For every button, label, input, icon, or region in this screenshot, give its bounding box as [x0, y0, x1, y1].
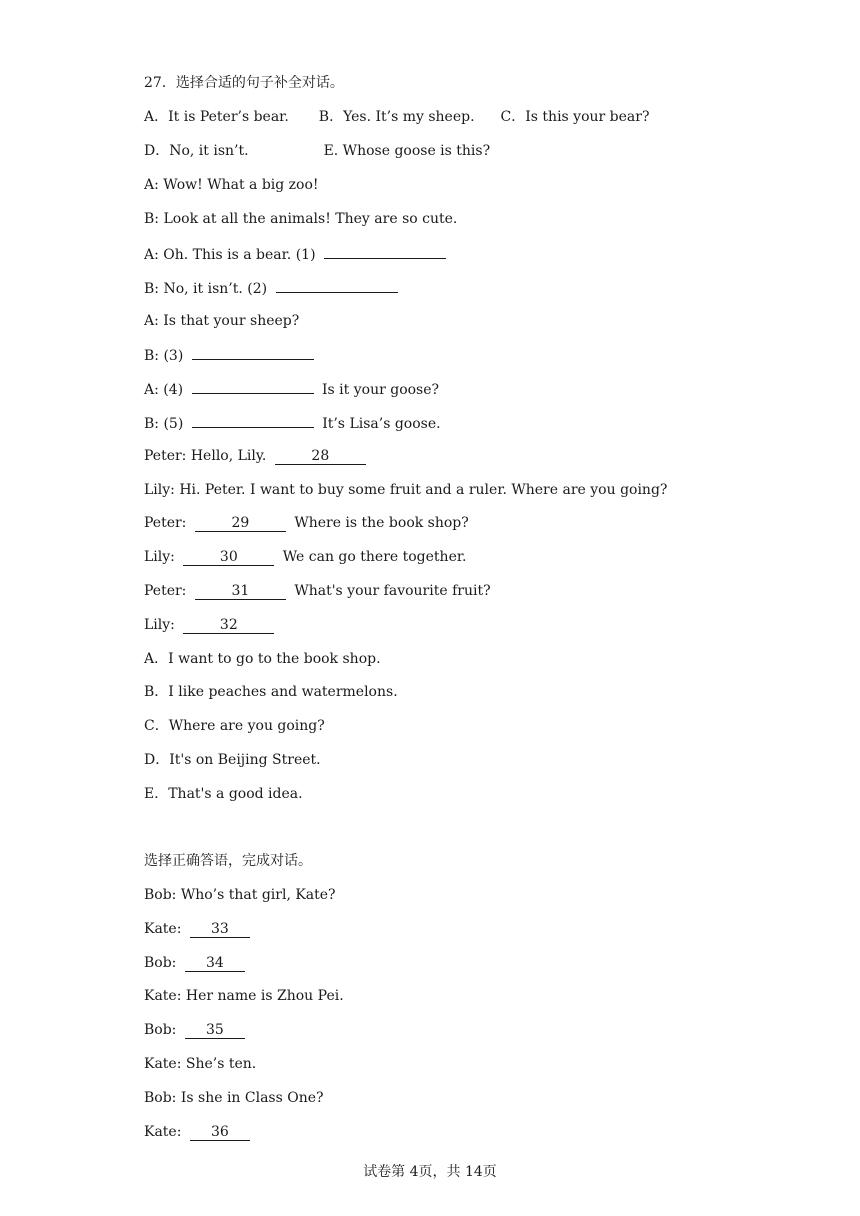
dialogue-line: Lily: Hi. Peter. I want to buy some fruit and a ruler. Where are you going?	[144, 482, 668, 498]
dialogue-suffix: We can go there together.	[282, 549, 467, 565]
dialogue-prefix: Kate:	[144, 1124, 182, 1140]
option-c: C．Is this your bear?	[500, 109, 650, 125]
dialogue-line: Bob: Who’s that girl, Kate?	[144, 887, 336, 903]
dialogue-suffix: Where is the book shop?	[294, 515, 469, 531]
numbered-blank[interactable]: 32	[183, 618, 274, 634]
dialogue-line	[144, 345, 318, 365]
dialogue-line	[144, 514, 469, 532]
numbered-blank[interactable]: 30	[183, 550, 274, 566]
answer-blank-5[interactable]	[192, 413, 314, 428]
dialogue-prefix: B: No, it isn’t. (2)	[144, 281, 268, 297]
page-footer: 试卷第 4页，共 14页	[363, 1164, 497, 1180]
dialogue-line	[144, 954, 249, 972]
dialogue-line	[144, 1021, 249, 1039]
numbered-blank[interactable]: 28	[275, 449, 366, 465]
dialogue-line	[144, 920, 254, 938]
dialogue-prefix: Lily:	[144, 549, 175, 565]
dialogue-prefix: Peter:	[144, 515, 187, 531]
dialogue-suffix: It’s Lisa’s goose.	[322, 416, 441, 432]
option-item: B．I like peaches and watermelons.	[144, 684, 398, 700]
dialogue-suffix: What's your favourite fruit?	[294, 583, 491, 599]
options-row-2	[144, 142, 490, 160]
dialogue-prefix: Peter: Hello, Lily.	[144, 448, 267, 464]
dialogue-line: Kate: She’s ten.	[144, 1056, 257, 1072]
dialogue-line	[144, 616, 278, 634]
numbered-blank[interactable]: 34	[185, 956, 245, 972]
dialogue-line: B: Look at all the animals! They are so cute.	[144, 211, 458, 227]
dialogue-line: Bob: Is she in Class One?	[144, 1090, 324, 1106]
dialogue-prefix: A: Oh. This is a bear. (1)	[144, 247, 316, 263]
dialogue-line	[144, 413, 441, 433]
dialogue-line	[144, 582, 491, 600]
dialogue-line	[144, 548, 466, 566]
dialogue-prefix: Kate:	[144, 921, 182, 937]
numbered-blank[interactable]: 31	[195, 584, 286, 600]
options-row-1	[144, 108, 649, 126]
dialogue-prefix: A: (4)	[144, 382, 184, 398]
option-item: E．That's a good idea.	[144, 786, 303, 802]
dialogue-line	[144, 447, 370, 465]
numbered-blank[interactable]: 36	[190, 1125, 250, 1141]
answer-blank-3[interactable]	[192, 345, 314, 360]
dialogue-line	[144, 1123, 254, 1141]
numbered-blank[interactable]: 29	[195, 516, 286, 532]
dialogue-prefix: B: (5)	[144, 416, 184, 432]
option-item: D．It's on Beijing Street.	[144, 752, 321, 768]
option-b: B．Yes. It’s my sheep.	[318, 109, 475, 125]
option-item: A．I want to go to the book shop.	[144, 651, 381, 667]
option-a: A．It is Peter’s bear.	[144, 109, 289, 125]
question-27-title: 27．选择合适的句子补全对话。	[144, 75, 344, 91]
option-e: E. Whose goose is this?	[323, 143, 491, 159]
answer-blank-1[interactable]	[324, 244, 446, 259]
dialogue-prefix: Lily:	[144, 617, 175, 633]
option-item: C．Where are you going?	[144, 718, 325, 734]
answer-blank-4[interactable]	[192, 379, 314, 394]
dialogue-line: A: Is that your sheep?	[144, 313, 300, 329]
dialogue-line	[144, 244, 450, 264]
numbered-blank[interactable]: 33	[190, 922, 250, 938]
dialogue-prefix: Bob:	[144, 1022, 177, 1038]
numbered-blank[interactable]: 35	[185, 1023, 245, 1039]
dialogue-prefix: Bob:	[144, 955, 177, 971]
dialogue-line: Kate: Her name is Zhou Pei.	[144, 988, 344, 1004]
dialogue-suffix: Is it your goose?	[322, 382, 440, 398]
dialogue-prefix: Peter:	[144, 583, 187, 599]
section-instruction: 选择正确答语，完成对话。	[144, 853, 312, 869]
option-d: D．No, it isn’t.	[144, 143, 249, 159]
dialogue-prefix: B: (3)	[144, 348, 184, 364]
dialogue-line	[144, 379, 439, 399]
dialogue-line	[144, 278, 402, 298]
dialogue-line: A: Wow! What a big zoo!	[144, 177, 319, 193]
answer-blank-2[interactable]	[276, 278, 398, 293]
